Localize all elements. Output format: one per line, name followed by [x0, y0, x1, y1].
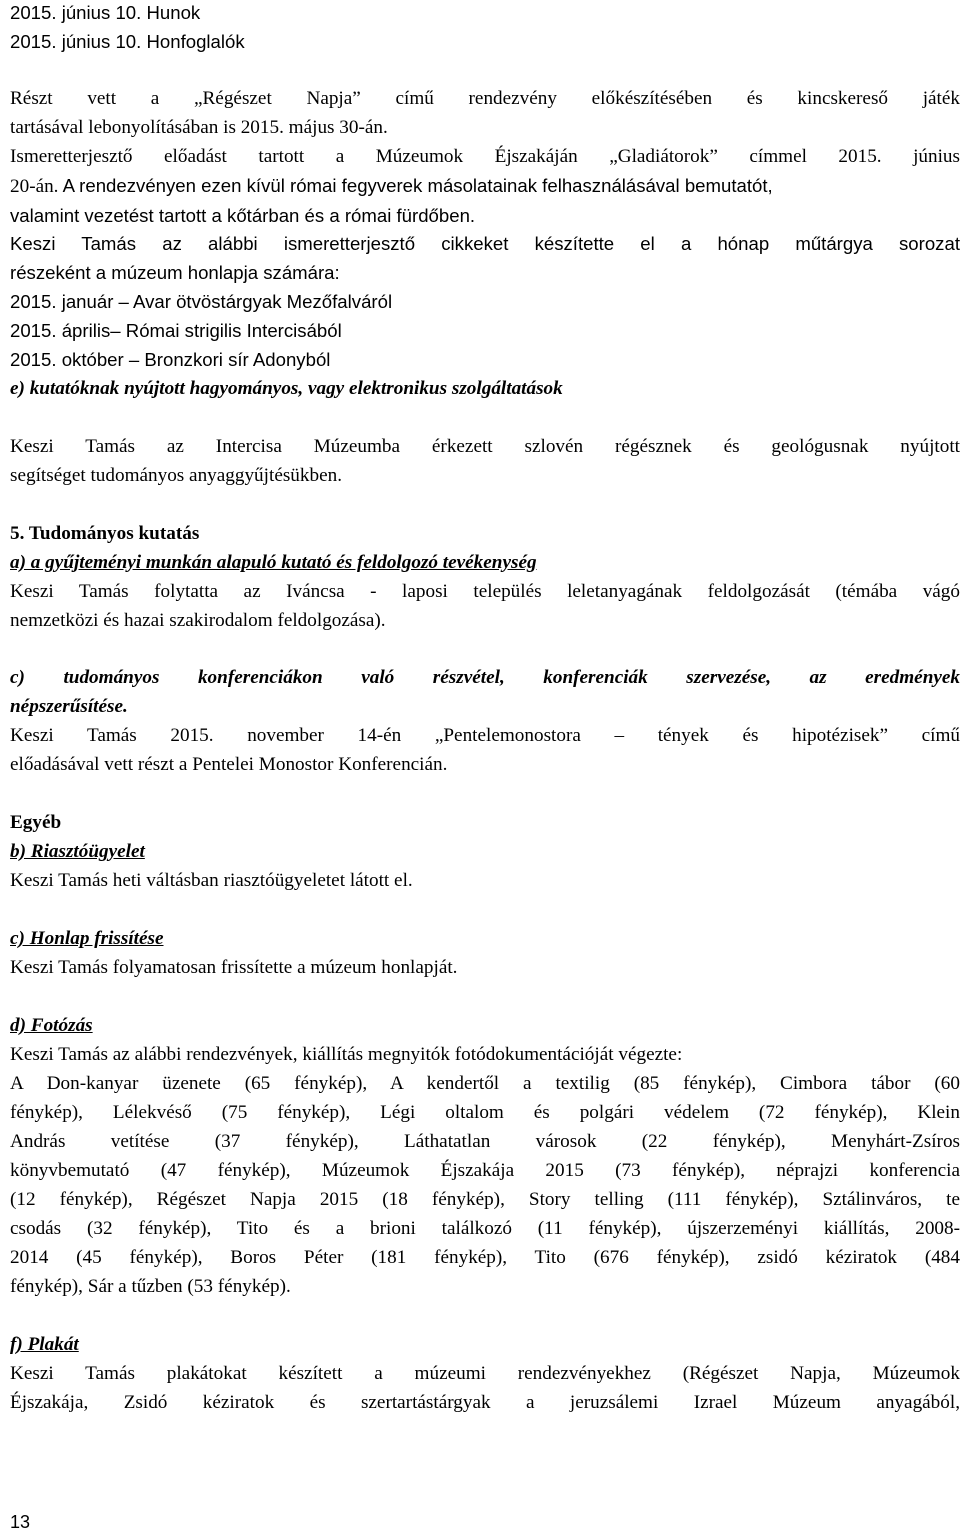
text-fragment: A rendezvényen ezen kívül római fegyverek másolatainak felhasználásával bemutatót,: [58, 175, 773, 196]
text-line: 2015. június 10. Honfoglalók: [10, 31, 245, 52]
paragraph: [10, 84, 960, 230]
text-line: Keszi Tamás az alábbi rendezvények, kiállítás megnyitók fotódokumentációját végezte:: [10, 1044, 683, 1065]
text-line: András vetítése (37 fénykép), Láthatatlan városok (22 fénykép), Menyhárt-Zsíros: [10, 1131, 960, 1152]
section-block: [10, 1011, 960, 1301]
text-line: (12 fénykép), Régészet Napja 2015 (18 fénykép), Story telling (111 fénykép), Sztálinváros, te: [10, 1189, 960, 1210]
text-line: Keszi Tamás az Intercisa Múzeumba érkezett szlovén régésznek és geológusnak nyújtott: [10, 436, 960, 457]
text-line: A Don-kanyar üzenete (65 fénykép), A kendertől a textilig (85 fénykép), Cimbora tábor (60: [10, 1073, 960, 1094]
subsection-title: f) Plakát: [10, 1334, 79, 1355]
section-block: [10, 519, 960, 635]
events-list: [10, 0, 960, 56]
section-title: Egyéb: [10, 812, 62, 833]
text-line: 2015. április– Római strigilis Intercisából: [10, 320, 342, 341]
text-line: Keszi Tamás folyamatosan frissítette a múzeum honlapját.: [10, 957, 458, 978]
text-line: Éjszakája, Zsidó kéziratok és szertartástárgyak a jeruzsálemi Izrael Múzeum anyagából,: [10, 1392, 960, 1413]
text-line: Ismeretterjesztő előadást tartott a Múzeumok Éjszakáján „Gladiátorok” címmel 2015. június: [10, 146, 960, 167]
text-fragment: 20-án.: [10, 176, 59, 197]
text-line: 2015. október – Bronzkori sír Adonyból: [10, 349, 331, 370]
page-number: 13: [10, 1512, 31, 1532]
text-line: 2015. január – Avar ötvöstárgyak Mezőfalváról: [10, 291, 393, 312]
text-line: nemzetközi és hazai szakirodalom feldolgozása).: [10, 610, 386, 631]
text-line: fénykép), Sár a tűzben (53 fénykép).: [10, 1276, 291, 1297]
text-line: Keszi Tamás plakátokat készített a múzeumi rendezvényekhez (Régészet Napja, Múzeumok: [10, 1363, 960, 1384]
heading-text: e) kutatóknak nyújtott hagyományos, vagy elektronikus szolgáltatások: [10, 378, 563, 399]
subsection-title: b) Riasztóügyelet: [10, 841, 145, 862]
text-line: valamint vezetést tartott a kőtárban és a római fürdőben.: [10, 205, 476, 226]
paragraph: [10, 432, 960, 490]
text-line: Keszi Tamás az alábbi ismeretterjesztő cikkeket készítette el a hónap műtárgya sorozat: [10, 233, 960, 254]
articles-paragraph: [10, 229, 960, 374]
text-line: 2014 (45 fénykép), Boros Péter (181 fénykép), Tito (676 fénykép), zsidó kéziratok (484: [10, 1247, 960, 1268]
text-line: 2015. június 10. Hunok: [10, 2, 201, 23]
text-line: Keszi Tamás folytatta az Iváncsa - laposi település leletanyagának feldolgozását (témába vágó: [10, 581, 960, 602]
text-line: fénykép), Lélekvéső (75 fénykép), Légi oltalom és polgári védelem (72 fénykép), Klein: [10, 1102, 960, 1123]
text-line: tartásával lebonyolításában is 2015. május 30-án.: [10, 117, 388, 138]
section-block: [10, 924, 960, 982]
text-line: segítséget tudományos anyaggyűjtésükben.: [10, 465, 342, 486]
section-title: 5. Tudományos kutatás: [10, 523, 200, 544]
section-block: [10, 663, 960, 779]
text-line: [10, 171, 960, 201]
text-line: részeként a múzeum honlapja számára:: [10, 262, 340, 283]
text-line: előadásával vett részt a Pentelei Monostor Konferencián.: [10, 754, 448, 775]
section-block: [10, 808, 960, 895]
subsection-title: c) Honlap frissítése: [10, 928, 164, 949]
subsection-title: c) tudományos konferenciákon való részvétel, konferenciák szervezése, az eredmények: [10, 667, 960, 688]
subsection-title: népszerűsítése.: [10, 696, 128, 717]
text-line: csodás (32 fénykép), Tito és a brioni találkozó (11 fénykép), újszerzeményi kiállítás, 2008-: [10, 1218, 960, 1239]
subsection-title: d) Fotózás: [10, 1015, 93, 1036]
subsection-title: a) a gyűjteményi munkán alapuló kutató és feldolgozó tevékenység: [10, 552, 537, 573]
section-block: [10, 1330, 960, 1417]
text-line: Keszi Tamás heti váltásban riasztóügyeletet látott el.: [10, 870, 413, 891]
text-line: Keszi Tamás 2015. november 14-én „Pentelemonostora – tények és hipotézisek” című: [10, 725, 960, 746]
section-heading: [10, 374, 960, 403]
text-line: Részt vett a „Régészet Napja” című rendezvény előkészítésében és kincskereső játék: [10, 88, 960, 109]
text-line: könyvbemutató (47 fénykép), Múzeumok Éjszakája 2015 (73 fénykép), néprajzi konferencia: [10, 1160, 960, 1181]
